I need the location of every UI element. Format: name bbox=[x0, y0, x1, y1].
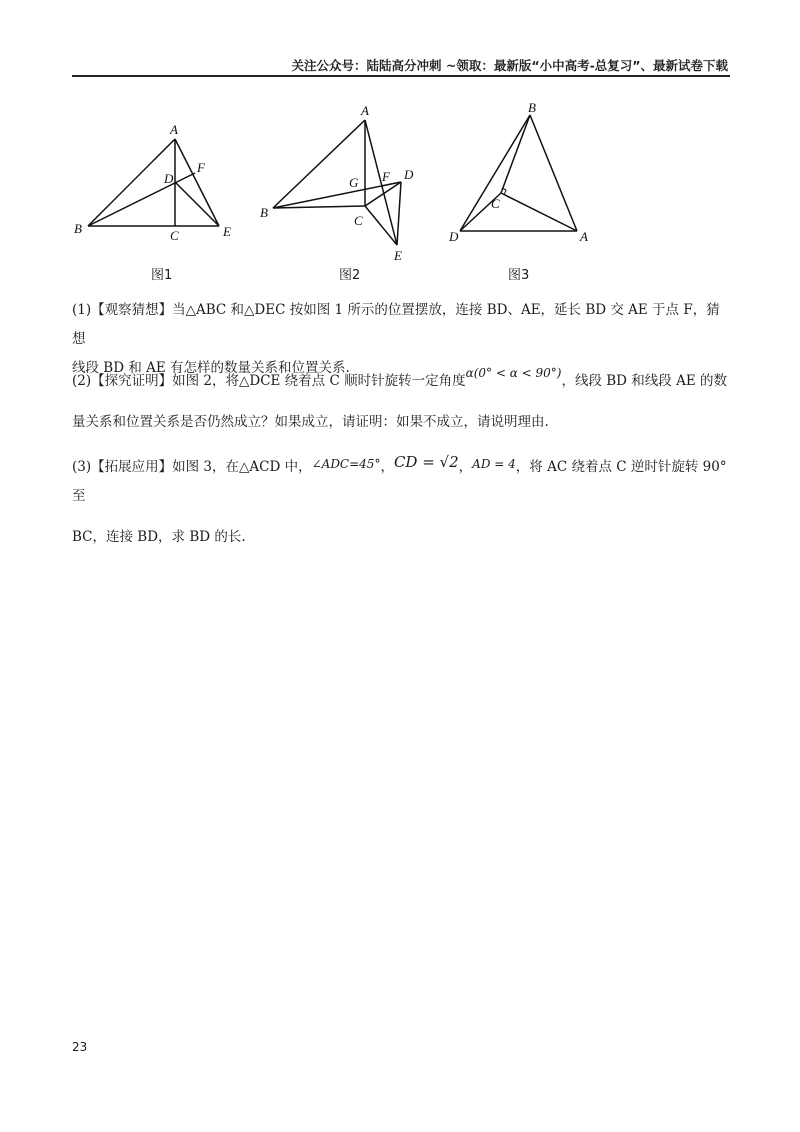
question-1-line-1 bbox=[72, 296, 732, 354]
question-2 bbox=[72, 368, 732, 437]
geometry-figures bbox=[0, 95, 800, 295]
fig1-label-A: A bbox=[170, 122, 178, 137]
fig1-label-B: B bbox=[74, 221, 82, 236]
fig1-label-E: E bbox=[223, 224, 231, 239]
figure-1-diagram bbox=[88, 139, 219, 226]
question-2-prefix: (2)【探究证明】如图 2，将△DCE 绕着点 C 顺时针旋转一定角度 bbox=[72, 373, 466, 389]
figure-2-caption: 图2 bbox=[339, 268, 361, 283]
page-number: 23 bbox=[72, 1040, 88, 1054]
fig2-label-G: G bbox=[349, 175, 359, 190]
question-1-triangles: △ABC 和△DEC bbox=[185, 302, 290, 318]
question-1-prefix: (1)【观察猜想】当 bbox=[72, 302, 186, 318]
question-3-angle-formula: ∠ADC=45° bbox=[311, 457, 381, 471]
question-3-line-1: (3)【拓展应用】如图 3，在△ACD 中，∠ADC=45°，CD = √2，AD = 4，将 AC 绕着点 C 逆时针旋转 90°至 bbox=[72, 453, 727, 504]
question-3-prefix: (3)【拓展应用】如图 3，在△ACD 中， bbox=[72, 459, 312, 475]
question-3-text: ，将 AC 绕着点 C 逆时针旋转 90°至 bbox=[72, 459, 727, 504]
figures-row bbox=[0, 95, 800, 295]
question-2-line-2: 量关系和位置关系是否仍然成立？如果成立，请证明：如果不成立，请说明理由. bbox=[72, 414, 549, 430]
question-2-text: ，线段 BD 和线段 AE 的数 bbox=[561, 373, 727, 389]
fig2-label-B: B bbox=[260, 205, 268, 220]
question-1-text: 按如图 1 所示的位置摆放，连接 BD、AE，延长 BD 交 AE 于点 F，猜想 bbox=[72, 302, 720, 347]
page-header: 关注公众号：陆陆高分冲刺 ~领取：最新版“小中高考-总复习”、最新试卷下载 bbox=[291, 58, 728, 73]
question-2-angle-formula: α(0° < α < 90°) bbox=[465, 366, 562, 380]
figure-3-caption: 图3 bbox=[508, 268, 530, 283]
fig3-label-C: C bbox=[491, 196, 500, 211]
question-3-cd-formula: CD = √2 bbox=[393, 453, 459, 471]
fig3-label-A: A bbox=[580, 229, 588, 244]
fig1-label-F: F bbox=[197, 160, 205, 175]
fig2-label-F: F bbox=[382, 169, 390, 184]
question-3 bbox=[72, 452, 732, 552]
fig1-label-D: D bbox=[164, 171, 174, 186]
figure-3-diagram bbox=[460, 115, 577, 231]
fig2-label-C: C bbox=[354, 213, 363, 228]
question-3-line-2: BC，连接 BD，求 BD 的长. bbox=[72, 529, 246, 545]
header-rule bbox=[72, 75, 730, 77]
figure-1-caption: 图1 bbox=[151, 268, 173, 283]
fig2-label-E: E bbox=[394, 248, 402, 263]
fig3-label-B: B bbox=[528, 100, 536, 115]
question-3-ad-formula: AD = 4 bbox=[472, 457, 516, 471]
question-2-line-1 bbox=[72, 368, 732, 394]
fig2-label-D: D bbox=[404, 167, 414, 182]
question-1-line-2: 线段 BD 和 AE 有怎样的数量关系和位置关系. bbox=[72, 360, 350, 376]
fig1-label-C: C bbox=[170, 228, 179, 243]
fig2-label-A: A bbox=[361, 103, 369, 118]
fig3-label-D: D bbox=[449, 229, 459, 244]
